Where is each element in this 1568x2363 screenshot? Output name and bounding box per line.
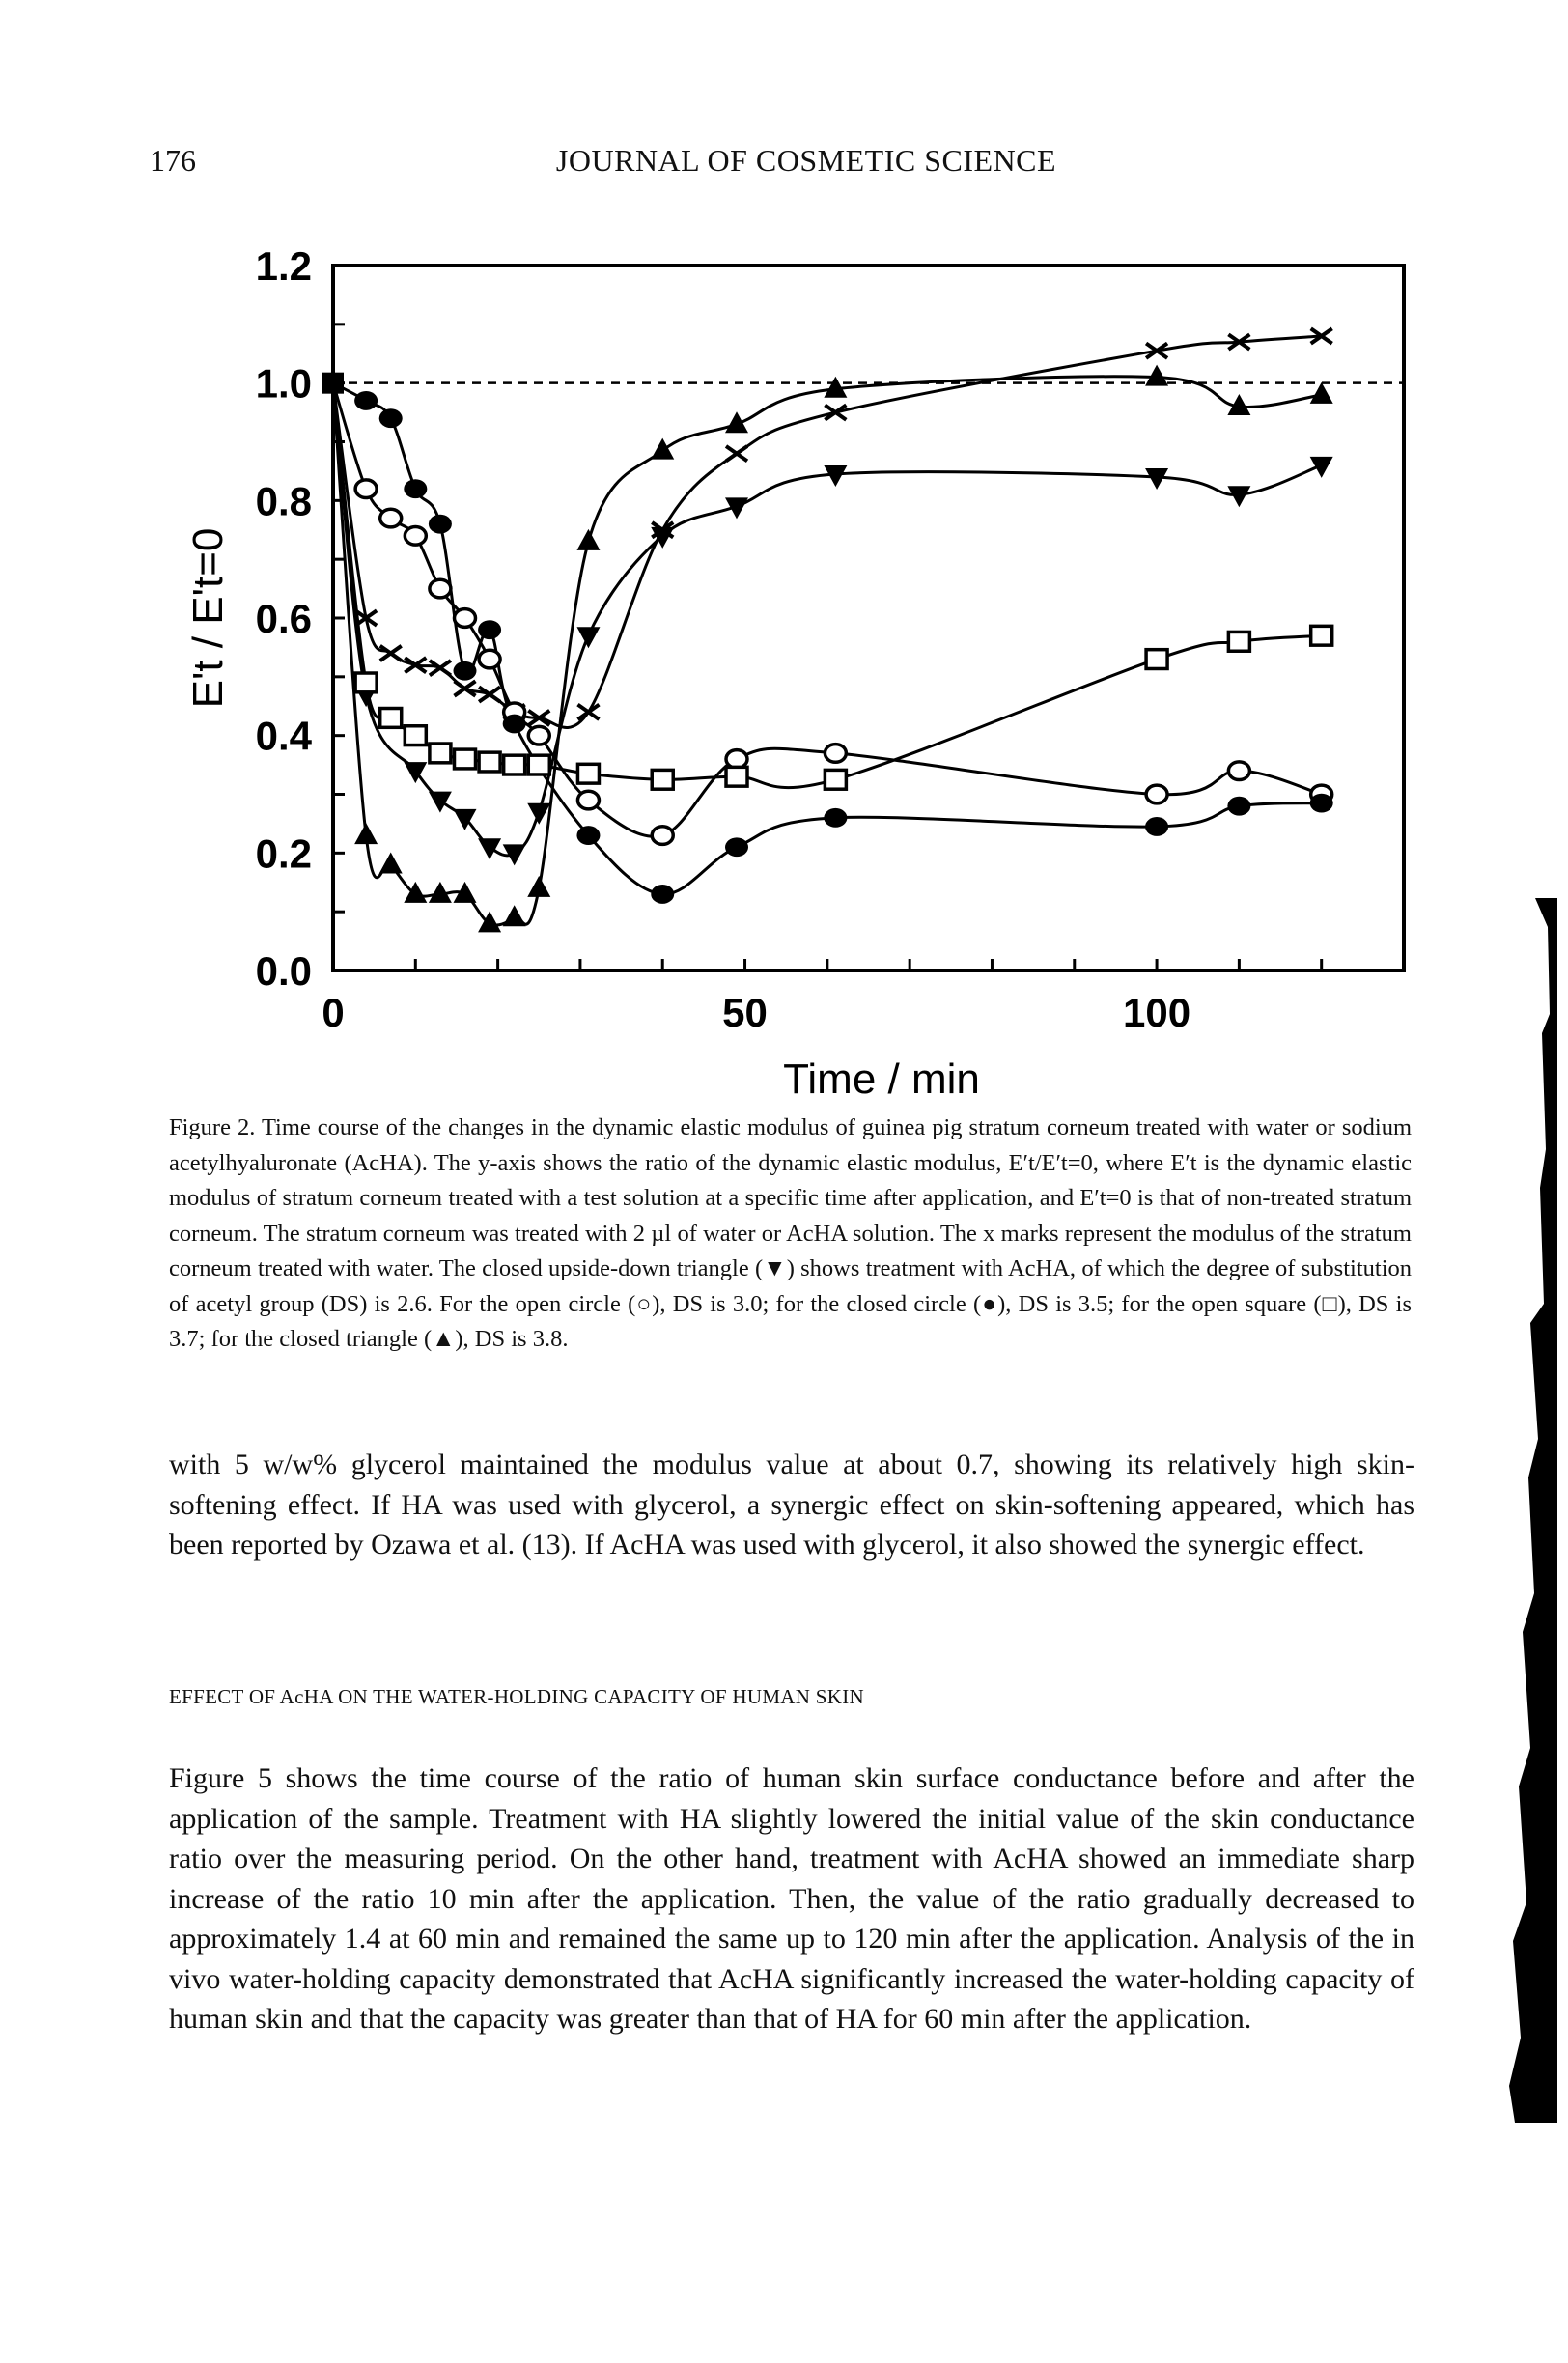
- caption-label: Figure 2.: [169, 1114, 256, 1140]
- data-point-triangle-up: [527, 876, 550, 897]
- data-point-cross: [825, 405, 846, 419]
- data-point-circle-filled: [576, 826, 600, 845]
- y-tick-label: 0.8: [255, 478, 312, 524]
- data-point-cross: [380, 646, 402, 661]
- data-point-circle-filled: [824, 808, 847, 828]
- figure-2-chart: [0, 0, 1568, 1139]
- data-point-circle-open: [825, 745, 846, 763]
- data-point-triangle-down: [1227, 486, 1250, 507]
- data-point-square-open: [430, 744, 451, 763]
- body-paragraph: with 5 w/w% glycerol maintained the modulus value at about 0.7, showing its relatively high skin-softening effect. If HA was used with glycerol, a synergic effect on skin-softening appeared, which has been reported by Ozawa et al. (13). If AcHA was used with glycerol, it also showed the synergic effect.: [169, 1449, 1414, 1561]
- data-point-circle-open: [652, 827, 673, 845]
- data-point-cross: [430, 661, 451, 675]
- data-point-triangle-up: [503, 905, 526, 926]
- data-point-square-open: [1146, 650, 1167, 669]
- data-point-circle-filled: [478, 620, 501, 639]
- data-point-square-open: [528, 755, 549, 774]
- data-point-triangle-up: [354, 823, 378, 844]
- y-tick-label: 0.0: [255, 948, 312, 994]
- page-number: 176: [150, 143, 196, 178]
- data-point-square-open: [355, 673, 377, 692]
- data-point-square-open: [726, 767, 747, 786]
- data-point-circle-open: [355, 480, 377, 498]
- data-point-square-open: [454, 749, 475, 769]
- data-point-circle-open: [405, 526, 426, 545]
- data-point-square-open: [380, 709, 402, 728]
- data-point-square-open: [1228, 632, 1249, 651]
- data-point-cross: [726, 446, 747, 461]
- running-head: JOURNAL OF COSMETIC SCIENCE: [555, 143, 1057, 178]
- y-tick-label: 0.4: [255, 713, 312, 759]
- data-point-triangle-up: [651, 438, 674, 460]
- data-point-triangle-up: [379, 853, 403, 874]
- data-point-circle-open: [1228, 762, 1249, 780]
- x-axis-label: Time / min: [783, 1055, 980, 1103]
- data-point-circle-filled: [453, 661, 476, 681]
- data-point-circle-filled: [1310, 794, 1333, 813]
- data-point-circle-filled: [379, 408, 403, 428]
- data-point-cross: [577, 705, 599, 719]
- data-point-circle-open: [577, 791, 599, 809]
- body-paragraph: Figure 5 shows the time course of the ratio of human skin surface conductance before and after the application of the sample. Treatment with HA slightly lowered the initial value of the skin conductance ratio over the measuring period. On the other hand, treatment with AcHA showed an immediate sharp increase of the ratio 10 min after the application. Then, the value of the ratio gradually decreased to approximately 1.4 at 60 min and remained the same up to 120 min after the application. Analysis of the in vivo water-holding capacity demonstrated that AcHA significantly increased the water-holding capacity of human skin and that the capacity was greater than that of HA for 60 min after the application.: [169, 1762, 1414, 2035]
- data-point-square-open: [652, 770, 673, 789]
- data-point-circle-filled: [429, 515, 452, 534]
- data-point-square-open: [405, 726, 426, 745]
- figure-caption: [169, 1111, 1412, 1358]
- caption-text: Time course of the changes in the dynamic elastic modulus of guinea pig stratum corneum treated with water or sodium acetylhyaluronate (AcHA). The y-axis shows the ratio of the dynamic elastic modulus, E′t/E′t=0, where E′t is the dynamic elastic modulus of stratum corneum treated with a test solution at a specific time after application, and E′t=0 is that of non-treated stratum corneum. The stratum corneum was treated with 2 µl of water or AcHA solution. The x marks represent the modulus of the stratum corneum treated with water. The closed upside-down triangle (▼) shows treatment with AcHA, of which the degree of substitution of acetyl group (DS) is 2.6. For the open circle (○), DS is 3.0; for the closed circle (●), DS is 3.5; for the open square (□), DS is 3.7; for the closed triangle (▲), DS is 3.8.: [169, 1114, 1412, 1352]
- data-point-circle-open: [454, 609, 475, 628]
- y-axis-label: E't / E't=0: [184, 527, 232, 709]
- y-tick-label: 1.0: [255, 360, 312, 407]
- series-line-square-open: [333, 383, 1322, 788]
- data-point-circle-open: [1146, 785, 1167, 803]
- scan-edge-artifact: [1501, 898, 1559, 2124]
- x-tick-label: 0: [322, 990, 345, 1035]
- data-point-circle-filled: [1145, 817, 1168, 836]
- data-point-triangle-up: [1310, 382, 1333, 404]
- data-point-circle-filled: [503, 715, 526, 734]
- x-tick-label: 100: [1123, 990, 1191, 1035]
- data-point-circle-open: [430, 579, 451, 598]
- data-point-circle-open: [479, 650, 500, 668]
- data-point-square-open: [479, 752, 500, 772]
- data-point-triangle-up: [576, 529, 600, 550]
- data-point-origin: [322, 373, 344, 394]
- data-point-square-open: [825, 770, 846, 789]
- data-point-circle-open: [528, 726, 549, 745]
- data-point-triangle-down: [576, 627, 600, 648]
- data-point-triangle-up: [1145, 365, 1168, 386]
- data-point-circle-filled: [1227, 797, 1250, 816]
- data-point-circle-open: [380, 509, 402, 527]
- plot-frame: [333, 266, 1404, 971]
- data-point-triangle-down: [478, 838, 501, 859]
- data-point-circle-filled: [354, 391, 378, 410]
- y-tick-label: 0.6: [255, 596, 312, 641]
- x-tick-label: 50: [722, 990, 768, 1035]
- data-point-triangle-down: [429, 792, 452, 813]
- data-point-square-open: [1311, 626, 1332, 645]
- y-tick-label: 0.2: [255, 830, 312, 877]
- data-point-square-open: [504, 755, 525, 774]
- data-point-circle-filled: [651, 885, 674, 904]
- data-point-circle-filled: [725, 837, 748, 857]
- data-point-cross: [479, 687, 500, 701]
- data-point-square-open: [577, 764, 599, 783]
- y-tick-label: 1.2: [255, 243, 312, 289]
- data-point-circle-open: [726, 750, 747, 769]
- data-point-cross: [454, 681, 475, 695]
- section-heading: EFFECT OF AcHA ON THE WATER-HOLDING CAPACITY OF HUMAN SKIN: [169, 1685, 864, 1708]
- data-point-circle-filled: [404, 479, 427, 498]
